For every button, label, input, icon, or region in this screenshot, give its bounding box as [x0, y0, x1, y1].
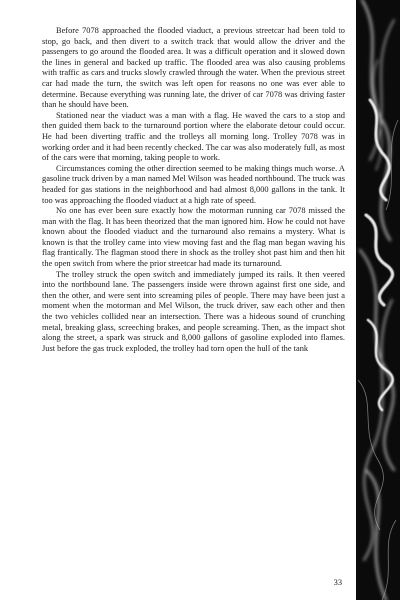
paragraph: The trolley struck the open switch and immediately jumped its rails. It then veered into the northbound lane. The passengers inside were thrown against first one side, and then the other, and were sent into screaming piles of people. There may have been just a moment when the motorman and Mel Wilson, the truck driver, saw each other and then the two vehicles collided near an intersection. There was a hideous sound of crunching metal, breaking glass, screeching brakes, and people screaming. Then, as the impact shot along the street, a spark was struck and 8,000 gallons of gasoline exploded into flames. Just before the gas truck exploded, the trolley had torn open the hull of the tank — [42, 269, 345, 353]
page-number: 33 — [333, 578, 342, 587]
body-text — [42, 26, 345, 354]
paragraph: Before 7078 approached the flooded viaduct, a previous streetcar had been told to stop, go back, and then divert to a switch track that would allow the driver and the passengers to go around the flooded area. It was a difficult operation and it slowed down the lines in general and backed up traffic. The flooded area was also causing problems with traffic as cars and trucks slowly crawled through the water. When the previous street car had made the turn, the switch was left open for reasons no one was ever able to determine. Because everything was running late, the driver of car 7078 was driving faster than he should have been. — [42, 26, 345, 110]
paragraph: Circumstances coming the other direction seemed to be making things much worse. A gasoline truck driven by a man named Mel Wilson was headed northbound. The truck was headed for gas stations in the neighborhood and had almost 8,000 gallons in the tank. It too was approaching the flooded viaduct at a high rate of speed. — [42, 163, 345, 205]
smoke-swirl-art — [356, 0, 400, 600]
paragraph: Stationed near the viaduct was a man with a flag. He waved the cars to a stop and then guided them back to the turnaround portion where the elaborate detour could occur. He had been diverting traffic and the trolleys all morning long. Trolley 7078 was in working order and it had been recently checked. The car was also moderately full, as most of the cars were that morning, taking people to work. — [42, 110, 345, 163]
decorative-side-band — [356, 0, 400, 600]
paragraph: No one has ever been sure exactly how the motorman running car 7078 missed the man with the flag. It has been theorized that the man ignored him. How he could not have known about the flooded viaduct and the turnaround also remains a mystery. What is known is that the trolley came into view moving fast and the flag man began waving his flag frantically. The flagman stood there in shock as the trolley shot past him and then hit the open switch from where the prior streetcar had made its turnaround. — [42, 206, 345, 269]
